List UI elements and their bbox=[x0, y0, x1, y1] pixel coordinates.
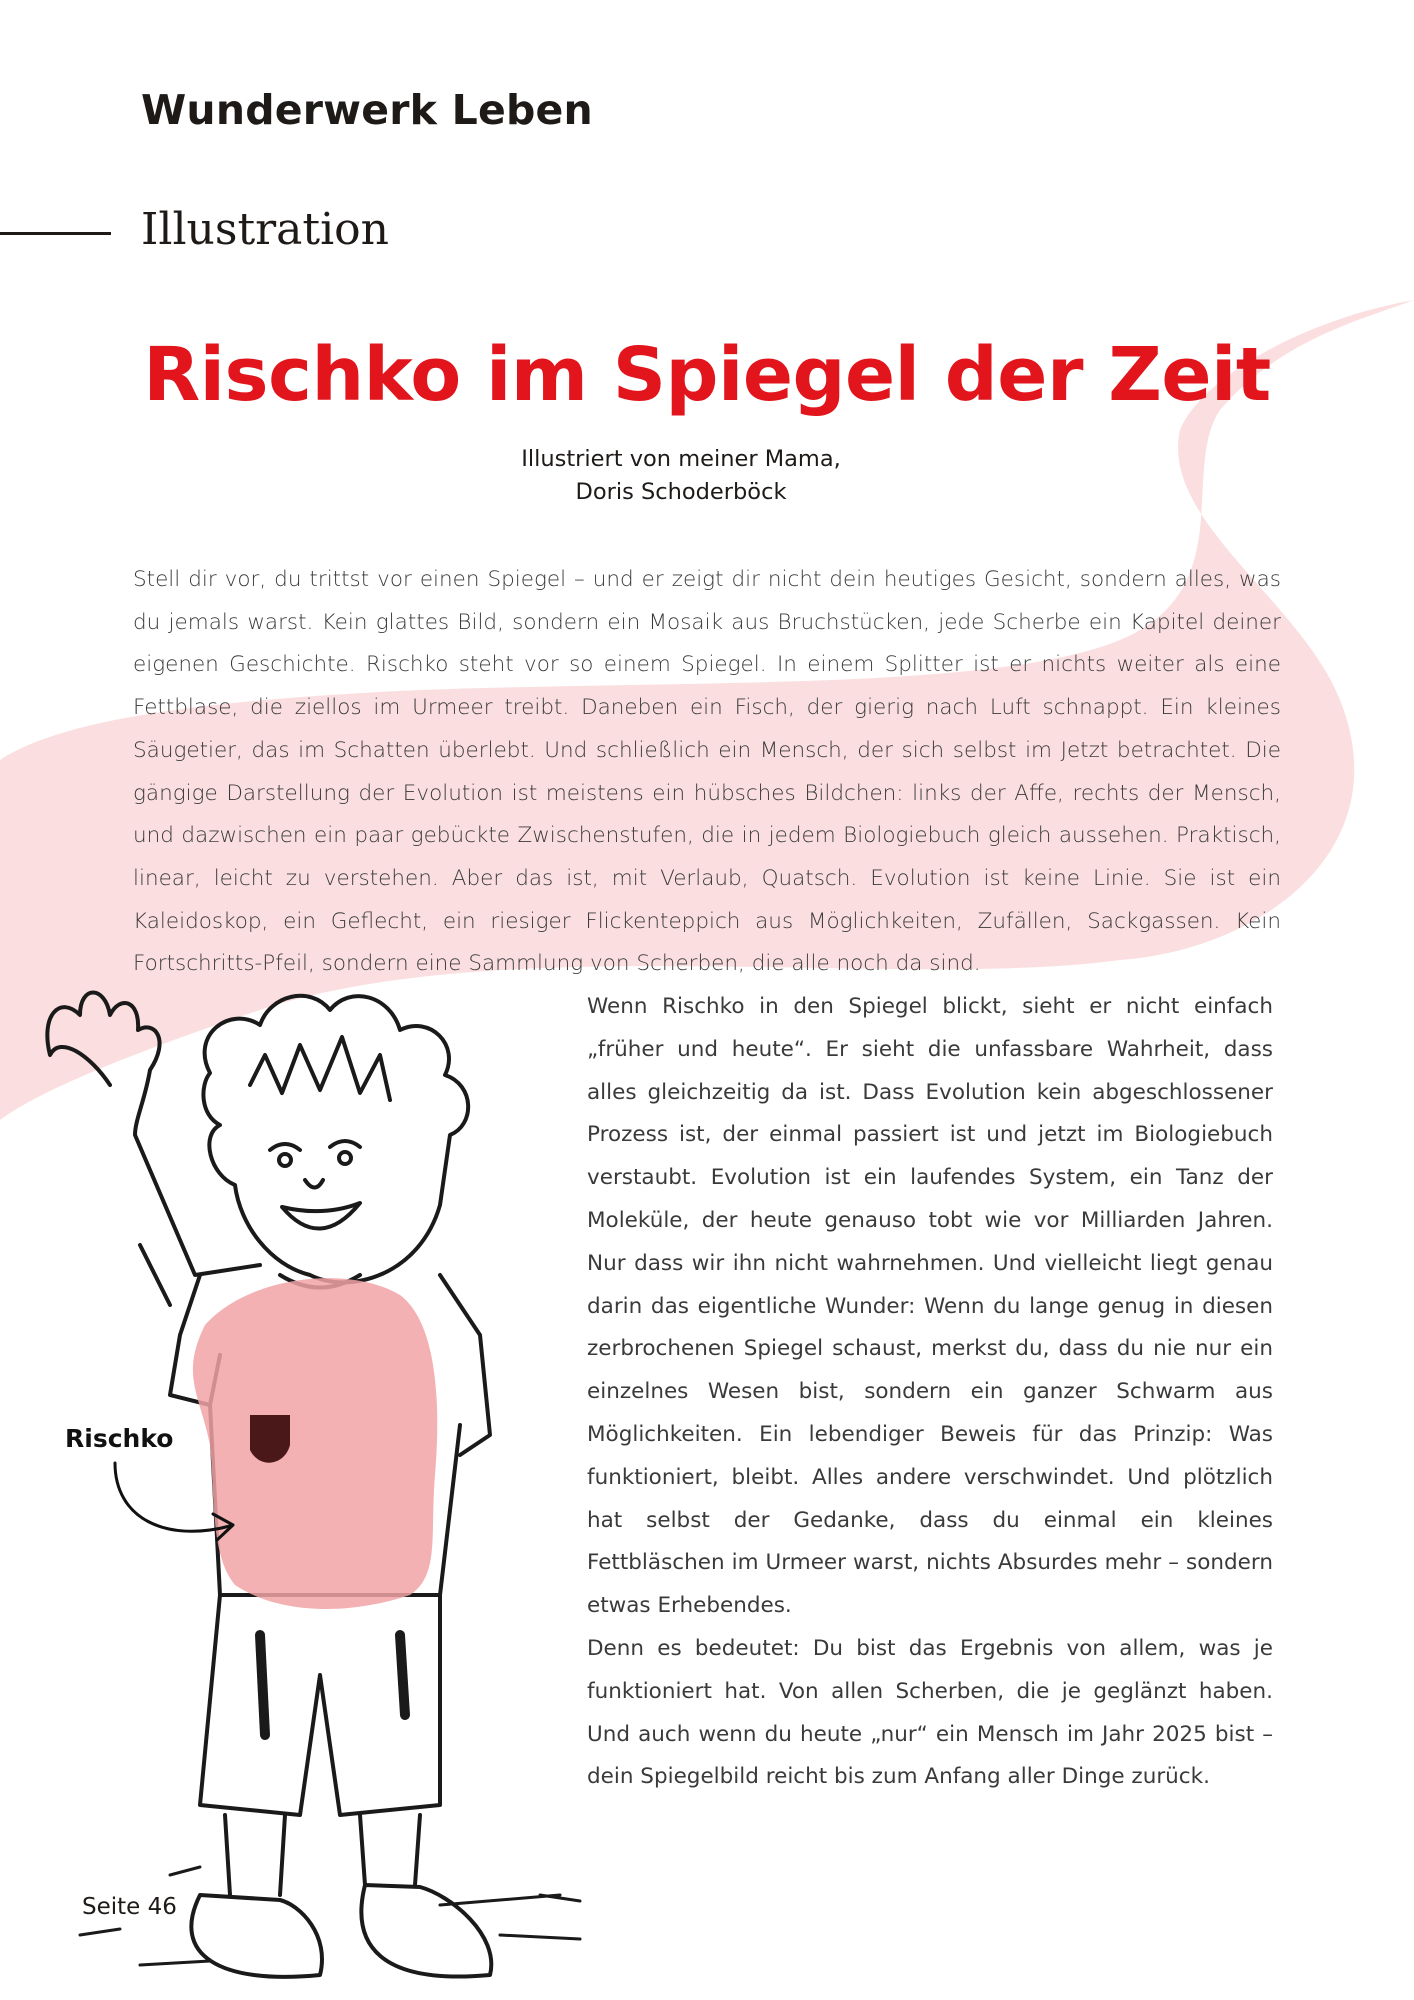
section-label: Illustration bbox=[141, 204, 389, 255]
boy-right-arm bbox=[440, 1275, 490, 1455]
section-rule bbox=[0, 232, 111, 235]
caption-arrow-icon bbox=[105, 1458, 245, 1548]
boy-right-eye bbox=[330, 1141, 360, 1147]
boy-raised-hand bbox=[47, 993, 260, 1276]
boy-left-shoe bbox=[191, 1895, 322, 1977]
boy-shirt-color bbox=[193, 1278, 437, 1609]
shirt-badge bbox=[250, 1415, 290, 1463]
article-title: Rischko im Spiegel der Zeit bbox=[143, 332, 1271, 418]
column-paragraph-2: Denn es bedeutet: Du bist das Ergebnis von allem, was je funktioniert hat. Von allen Scherben, die je geglänzt haben. Und auch wenn du heute „nur“ ein Mensch im Jahr 2025 bist – dein Spiegelbild reicht bis zum Anfang aller Dinge zurück. bbox=[587, 1635, 1273, 1790]
byline-line-1: Illustriert von meiner Mama, bbox=[521, 446, 841, 472]
body-column bbox=[587, 986, 1273, 1799]
boy-right-shoe bbox=[361, 1885, 491, 1977]
boy-left-pupil bbox=[279, 1154, 291, 1166]
page-number: Seite 46 bbox=[82, 1894, 177, 1920]
intro-paragraph: Stell dir vor, du trittst vor einen Spiegel – und er zeigt dir nicht dein heutiges Gesicht, sondern alles, was du jemals warst. Kein glattes Bild, sondern ein Mosaik aus Bruchstücken, jede Scherbe ein Kapitel deiner eigenen Geschichte. Rischko steht vor so einem Spiegel. In einem Splitter ist er nichts weiter als eine Fettblase, die ziellos im Urmeer treibt. Daneben ein Fisch, der gierig nach Luft schnappt. Ein kleines Säugetier, das im Schatten überlebt. Und schließlich ein Mensch, der sich selbst im Jetzt betrachtet. Die gängige Darstellung der Evolution ist meistens ein hübsches Bildchen: links der Affe, rechts der Mensch, und dazwischen ein paar gebückte Zwischenstufen, die in jedem Biologiebuch gleich aussehen. Praktisch, linear, leicht zu verstehen. Aber das ist, mit Verlaub, Quatsch. Evolution ist keine Linie. Sie ist ein Kaleidoskop, ein Geflecht, ein riesiger Flickenteppich aus Möglichkeiten, Zufällen, Sackgassen. Kein Fortschritts-Pfeil, sondern eine Sammlung von Scherben, die alle noch da sind. bbox=[133, 567, 1281, 977]
boy-nose bbox=[305, 1180, 323, 1188]
illustration-caption: Rischko bbox=[65, 1424, 174, 1453]
boy-hair bbox=[250, 1037, 390, 1100]
boy-pocket-left bbox=[260, 1635, 265, 1735]
boy-right-pupil bbox=[339, 1152, 351, 1164]
byline bbox=[0, 443, 1362, 509]
boy-pocket-right bbox=[400, 1635, 405, 1715]
boy-left-eye bbox=[270, 1144, 300, 1150]
boy-mouth bbox=[282, 1203, 360, 1229]
boy-head bbox=[203, 996, 468, 1283]
boy-legs bbox=[225, 1815, 420, 1895]
magazine-title: Wunderwerk Leben bbox=[141, 86, 593, 134]
byline-line-2: Doris Schoderböck bbox=[575, 479, 787, 505]
boy-raised-arm bbox=[140, 1245, 170, 1305]
column-paragraph-1: Wenn Rischko in den Spiegel blickt, sieht er nicht einfach „früher und heute“. Er sieht die unfassbare Wahrheit, dass alles gleichzeitig da ist. Dass Evolution kein abgeschlossener Prozess ist, der einmal passiert ist und jetzt im Biologiebuch verstaubt. Evolution ist ein laufendes System, ein Tanz der Moleküle, der heute genauso tobt wie vor Milliarden Jahren. Nur dass wir ihn nicht wahrnehmen. Und vielleicht liegt genau darin das eigentliche Wunder: Wenn du lange genug in diesen zerbrochenen Spiegel schaust, merkst du, dass du nie nur ein einzelnes Wesen bist, sondern ein ganzer Schwarm aus Möglichkeiten. Ein lebendiger Beweis für das Prinzip: Was funktioniert, bleibt. Alles andere verschwindet. Und plötzlich hat selbst der Gedanke, dass du einmal ein kleines Fettbläschen im Urmeer warst, nichts Absurdes mehr – sondern etwas Erhebendes. bbox=[587, 994, 1273, 1619]
